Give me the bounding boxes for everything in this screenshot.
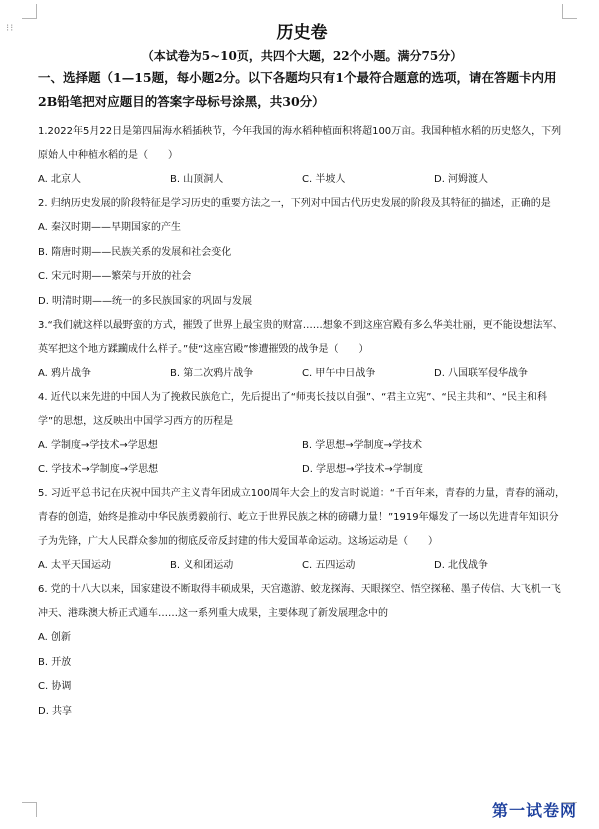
option: B. 山顶洞人 — [170, 174, 224, 185]
option: D. 河姆渡人 — [434, 174, 489, 185]
option: B. 义和团运动 — [170, 560, 234, 571]
option: A. 创新 — [38, 632, 72, 643]
question — [38, 386, 566, 434]
question — [38, 314, 566, 362]
option: A. 北京人 — [38, 174, 82, 185]
question-stem: 3.“我们就这样以最野蛮的方式，摧毁了世界上最宝贵的财富……想象不到这座宫殿有多么华美壮丽，更不能设想法军、英军把这个地方蹂躏成什么样子。”使“这座宫殿”惨遭摧毁的战争是（ ） — [38, 320, 563, 355]
option: A. 太平天国运动 — [38, 560, 112, 571]
option: B. 学思想→学制度→学技术 — [302, 440, 422, 451]
option-row — [38, 434, 566, 458]
option: C. 宋元时期——繁荣与开放的社会 — [38, 271, 192, 282]
question — [38, 120, 566, 168]
exam-page — [38, 18, 566, 724]
option: C. 五四运动 — [302, 560, 356, 571]
option: D. 学思想→学技术→学制度 — [302, 464, 423, 475]
option: B. 隋唐时期——民族关系的发展和社会变化 — [38, 246, 232, 258]
page-title: 历史卷 — [276, 23, 328, 43]
question-stem: 1.2022年5月22日是第四届海水稻插秧节，今年我国的海水稻种植面积将超100万亩。我国种植水稻的历史悠久，下列原始人中种植水稻的是（ ） — [38, 126, 562, 161]
option: A. 秦汉时期——早期国家的产生 — [38, 222, 182, 233]
option-row — [38, 458, 566, 482]
question-stem: 5. 习近平总书记在庆祝中国共产主义青年团成立100周年大会上的发言时说道：“千百年来，青春的力量，青春的涌动，青春的创造，始终是推动中华民族勇毅前行、屹立于世界民族之林的磅礴力量！”1919年爆发了一场以先进青年知识分子为先锋，广大人民群众参加的彻底反帝反封建的伟大爱国革命运动。这场运动是（ ） — [38, 488, 565, 547]
option: D. 共享 — [38, 705, 73, 717]
exam-subtitle: （本试卷为5~10页，共四个大题，22个小题。满分75分） — [141, 49, 463, 63]
option-row — [38, 554, 566, 578]
question-stem: 6. 党的十八大以来，国家建设不断取得丰硕成果，天宫遨游、蛟龙探海、天眼探空、悟空探秘、墨子传信、大飞机一飞冲天、港珠澳大桥正式通车……这一系列重大成果，主要体现了新发展理念中的 — [38, 584, 561, 619]
question — [38, 482, 566, 554]
option: A. 学制度→学技术→学思想 — [38, 440, 158, 451]
option: D. 明清时期——统一的多民族国家的巩固与发展 — [38, 295, 253, 307]
page-corner-mark — [22, 802, 37, 817]
question — [38, 578, 566, 626]
section-heading: 一、选择题（1—15题，每小题2分。以下各题均只有1个最符合题意的选项，请在答题卡内用2B铅笔把对应题目的答案字母标号涂黑，共30分） — [38, 70, 557, 109]
option: C. 协调 — [38, 681, 72, 692]
option: A. 鸦片战争 — [38, 368, 92, 379]
option: C. 甲午中日战争 — [302, 368, 376, 379]
option: C. 学技术→学制度→学思想 — [38, 464, 159, 475]
option: B. 第二次鸦片战争 — [170, 368, 254, 379]
option-row — [38, 168, 566, 192]
option: B. 开放 — [38, 656, 72, 668]
option: C. 半坡人 — [302, 174, 346, 185]
question-stem: 4. 近代以来先进的中国人为了挽救民族危亡，先后提出了“师夷长技以自强”、“君主立宪”、“民主共和”、“民主和科学”的思想，这反映出中国学习西方的历程是 — [38, 392, 547, 427]
drag-handle-icon[interactable]: ⁝⁝ — [6, 23, 15, 34]
site-watermark-logo: 第一试卷网 — [491, 801, 577, 820]
question — [38, 192, 566, 216]
question-stem: 2. 归纳历史发展的阶段特征是学习历史的重要方法之一，下列对中国古代历史发展的阶段及其特征的描述，正确的是 — [38, 198, 551, 209]
option: D. 北伐战争 — [434, 560, 489, 571]
page-corner-mark — [22, 4, 37, 19]
page-corner-mark — [562, 4, 577, 19]
option-row — [38, 362, 566, 386]
option: D. 八国联军侵华战争 — [434, 368, 529, 379]
